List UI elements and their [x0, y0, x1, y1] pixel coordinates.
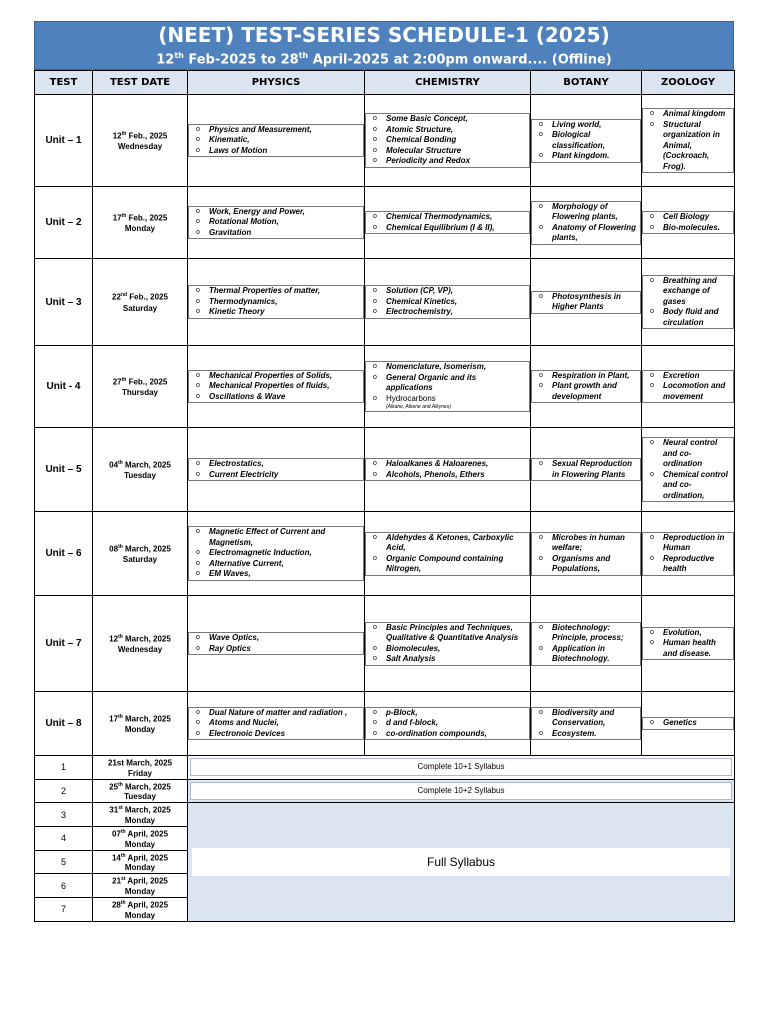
page-subtitle: 12th Feb-2025 to 28th April-2025 at 2:00pm onward.... (Offline): [156, 51, 612, 68]
weekday: Monday: [124, 910, 156, 920]
weekday: Monday: [124, 839, 156, 849]
syllabus-cell: [188, 779, 735, 803]
chemistry-cell: [365, 187, 531, 259]
physics-cell: [188, 512, 365, 596]
test-name: Unit – 7: [35, 596, 93, 692]
topic-item: o Chemical Equilibrium (I & II),: [370, 223, 525, 234]
zoology-cell: [642, 346, 735, 428]
topic-item: o Anatomy of Flowering plants,: [536, 223, 636, 244]
test-name: Unit – 1: [35, 95, 93, 187]
zoology-cell: [642, 596, 735, 692]
unit-row: [35, 692, 735, 756]
physics-cell: [188, 346, 365, 428]
topic-item: o Electrochemistry,: [370, 307, 525, 318]
weekday: Monday: [124, 863, 156, 873]
zoology-cell: [642, 512, 735, 596]
topic-item: o Organisms and Populations,: [536, 554, 636, 575]
topic-item: o Wave Optics,: [193, 633, 359, 644]
topic-item: o Breathing and exchange of gases: [647, 276, 729, 308]
topic-item: o Rotational Motion,: [193, 217, 359, 228]
title-banner: [34, 21, 734, 70]
test-date: 07th April, 2025 Monday: [93, 826, 188, 850]
topic-item: o Neural control and co-ordination: [647, 438, 729, 470]
physics-cell: [188, 187, 365, 259]
topic-item: o General Organic and its applications: [370, 373, 525, 394]
topic-item: o Dual Nature of matter and radiation ,: [193, 708, 359, 719]
topic-item: o Biotechnology: Principle, process;: [536, 623, 636, 644]
botany-cell: [531, 692, 642, 756]
unit-row: [35, 428, 735, 512]
topic-note: (Alkane, Alkene and Alkynes): [386, 404, 451, 410]
topic-item: o Molecular Structure: [370, 146, 525, 157]
topic-item: o Cell Biology: [647, 212, 729, 223]
topic-item: o Genetics: [647, 718, 729, 729]
column-header: TEST DATE: [93, 71, 188, 95]
weekday: Saturday: [122, 555, 158, 565]
full-test-row: [35, 756, 735, 780]
physics-cell: [188, 428, 365, 512]
botany-cell: [531, 346, 642, 428]
topic-item: o Thermal Properties of matter,: [193, 286, 359, 297]
column-header: TEST: [35, 71, 93, 95]
topic-item: o Living world,: [536, 120, 636, 131]
topic-item: o Biodiversity and Conservation,: [536, 708, 636, 729]
botany-cell: [531, 428, 642, 512]
test-name: Unit – 8: [35, 692, 93, 756]
topic-item: o Thermodynamics,: [193, 297, 359, 308]
topic-item: o Electromagnetic Induction,: [193, 548, 359, 559]
topic-item: o Ray Optics: [193, 644, 359, 655]
topic-item: o Photosynthesis in Higher Plants: [536, 292, 636, 313]
test-number: 3: [35, 803, 93, 827]
chemistry-cell: [365, 512, 531, 596]
topic-item: o Alternative Current,: [193, 559, 359, 570]
topic-item: o Chemical Bonding: [370, 135, 525, 146]
column-header: BOTANY: [531, 71, 642, 95]
topic-item: o Sexual Reproduction in Flowering Plants: [536, 459, 636, 480]
column-header: CHEMISTRY: [365, 71, 531, 95]
zoology-cell: [642, 95, 735, 187]
botany-cell: [531, 187, 642, 259]
weekday: Monday: [124, 886, 156, 896]
topic-item: o Reproductive health: [647, 554, 729, 575]
botany-cell: [531, 596, 642, 692]
topic-item: o Structural organization in Animal, (Cockroach, Frog).: [647, 120, 729, 173]
topic-item: o Locomotion and movement: [647, 381, 729, 402]
topic-item: o Plant kingdom.: [536, 151, 636, 162]
zoology-cell: [642, 187, 735, 259]
weekday: Monday: [124, 815, 156, 825]
topic-item: o Biological classification,: [536, 130, 636, 151]
botany-cell: [531, 259, 642, 346]
topic-item: o Microbes in human welfare;: [536, 533, 636, 554]
test-date: 21st April, 2025 Monday: [93, 874, 188, 898]
topic-item: o Excretion: [647, 371, 729, 382]
topic-item: o Salt Analysis: [370, 654, 525, 665]
topic-item: o Periodicity and Redox: [370, 156, 525, 167]
topic-item: o Some Basic Concept,: [370, 114, 525, 125]
syllabus-label: Complete 10+1 Syllabus: [190, 758, 732, 776]
physics-cell: [188, 259, 365, 346]
topic-item: o Mechanical Properties of Solids,: [193, 371, 359, 382]
topic-item: o Kinematic,: [193, 135, 359, 146]
topic-item: o Aldehydes & Ketones, Carboxylic Acid,: [370, 533, 525, 554]
test-date: 25th March, 2025 Tuesday: [93, 779, 188, 803]
zoology-cell: [642, 428, 735, 512]
topic-item: o Evolution,: [647, 628, 729, 639]
full-syllabus-label: Full Syllabus: [192, 848, 730, 876]
topic-item: o Human health and disease.: [647, 638, 729, 659]
topic-item: o Work, Energy and Power,: [193, 207, 359, 218]
topic-item: o d and f-block,: [370, 718, 525, 729]
weekday: Tuesday: [124, 471, 156, 481]
unit-row: [35, 187, 735, 259]
topic-item: o Gravitation: [193, 228, 359, 239]
physics-cell: [188, 95, 365, 187]
chemistry-cell: [365, 596, 531, 692]
table-header-row: [35, 71, 735, 95]
test-date: 12th March, 2025 Wednesday: [93, 596, 188, 692]
test-date: 14th April, 2025 Monday: [93, 850, 188, 874]
test-date: 27th Feb., 2025 Thursday: [93, 346, 188, 428]
test-name: Unit – 6: [35, 512, 93, 596]
topic-item: o Morphology of Flowering plants,: [536, 202, 636, 223]
topic-item: o Application in Biotechnology.: [536, 644, 636, 665]
weekday: Saturday: [122, 303, 158, 313]
topic-item: o Physics and Measurement,: [193, 125, 359, 136]
topic-item: o Mechanical Properties of fluids,: [193, 381, 359, 392]
test-date: 08th March, 2025 Saturday: [93, 512, 188, 596]
topic-item: o Reproduction in Human: [647, 533, 729, 554]
topic-item: o Atoms and Nuclei,: [193, 718, 359, 729]
topic-item: o EM Waves,: [193, 569, 359, 580]
schedule-sheet: [34, 21, 734, 922]
schedule-table: [34, 70, 735, 922]
weekday: Friday: [127, 768, 152, 778]
weekday: Thursday: [121, 388, 158, 398]
topic-item: o Bio-molecules.: [647, 223, 729, 234]
test-number: 2: [35, 779, 93, 803]
physics-cell: [188, 596, 365, 692]
topic-item: o p-Block,: [370, 708, 525, 719]
test-name: Unit – 5: [35, 428, 93, 512]
topic-item: o Chemical Kinetics,: [370, 297, 525, 308]
topic-item: o Basic Principles and Techniques, Qualitative & Quantitative Analysis: [370, 623, 525, 644]
test-date: 04th March, 2025 Tuesday: [93, 428, 188, 512]
topic-item: o Alcohols, Phenols, Ethers: [370, 470, 525, 481]
test-date: 28th April, 2025 Monday: [93, 897, 188, 921]
test-number: 1: [35, 756, 93, 780]
test-date: 21st March, 2025 Friday: [93, 756, 188, 780]
test-date: 17th March, 2025 Monday: [93, 692, 188, 756]
topic-item: o Chemical Thermodynamics,: [370, 212, 525, 223]
botany-cell: [531, 512, 642, 596]
topic-item: o Atomic Structure,: [370, 125, 525, 136]
topic-item: o co-ordination compounds,: [370, 729, 525, 740]
test-date: 12th Feb., 2025 Wednesday: [93, 95, 188, 187]
test-date: 22nd Feb., 2025 Saturday: [93, 259, 188, 346]
topic-item: o Oscillations & Wave: [193, 392, 359, 403]
topic-item: o Biomolecules,: [370, 644, 525, 655]
topic-item: o Solution (CP, VP),: [370, 286, 525, 297]
test-name: Unit – 2: [35, 187, 93, 259]
topic-item: o Plant growth and development: [536, 381, 636, 402]
test-date: 17th Feb., 2025 Monday: [93, 187, 188, 259]
topic-item: o Animal kingdom: [647, 109, 729, 120]
topic-item: o Magnetic Effect of Current and Magnetism,: [193, 527, 359, 548]
topic-item: o Ecosystem.: [536, 729, 636, 740]
chemistry-cell: [365, 428, 531, 512]
test-date: 31st March, 2025 Monday: [93, 803, 188, 827]
full-syllabus-cell: [188, 803, 735, 921]
test-number: 7: [35, 897, 93, 921]
weekday: Monday: [124, 725, 156, 735]
weekday: Wednesday: [117, 142, 163, 152]
unit-row: [35, 512, 735, 596]
column-header: PHYSICS: [188, 71, 365, 95]
topic-item: o Electronoic Devices: [193, 729, 359, 740]
test-number: 5: [35, 850, 93, 874]
topic-item: o Nomenclature, Isomerism,: [370, 362, 525, 373]
syllabus-cell: [188, 756, 735, 780]
unit-row: [35, 346, 735, 428]
botany-cell: [531, 95, 642, 187]
column-header: ZOOLOGY: [642, 71, 735, 95]
chemistry-cell: [365, 259, 531, 346]
chemistry-cell: [365, 346, 531, 428]
zoology-cell: [642, 259, 735, 346]
topic-item: o Respiration in Plant,: [536, 371, 636, 382]
topic-item: o Electrostatics,: [193, 459, 359, 470]
full-test-row: [35, 803, 735, 827]
topic-item: o Chemical control and co-ordination,: [647, 470, 729, 502]
test-name: Unit - 4: [35, 346, 93, 428]
page-title: (NEET) TEST-SERIES SCHEDULE-1 (2025): [158, 23, 610, 47]
physics-cell: [188, 692, 365, 756]
chemistry-cell: [365, 692, 531, 756]
full-test-row: [35, 779, 735, 803]
syllabus-label: Complete 10+2 Syllabus: [190, 782, 732, 800]
topic-item: o Hydrocarbons: [370, 394, 525, 405]
weekday: Tuesday: [124, 792, 156, 802]
topic-item: o Body fluid and circulation: [647, 307, 729, 328]
unit-row: [35, 596, 735, 692]
test-number: 4: [35, 826, 93, 850]
chemistry-cell: [365, 95, 531, 187]
weekday: Monday: [124, 224, 156, 234]
test-name: Unit – 3: [35, 259, 93, 346]
unit-row: [35, 259, 735, 346]
topic-item: o Current Electricity: [193, 470, 359, 481]
test-number: 6: [35, 874, 93, 898]
zoology-cell: [642, 692, 735, 756]
topic-item: o Haloalkanes & Haloarenes,: [370, 459, 525, 470]
topic-item: o Kinetic Theory: [193, 307, 359, 318]
topic-item: o Organic Compound containing Nitrogen,: [370, 554, 525, 575]
weekday: Wednesday: [117, 645, 163, 655]
unit-row: [35, 95, 735, 187]
topic-item: o Laws of Motion: [193, 146, 359, 157]
